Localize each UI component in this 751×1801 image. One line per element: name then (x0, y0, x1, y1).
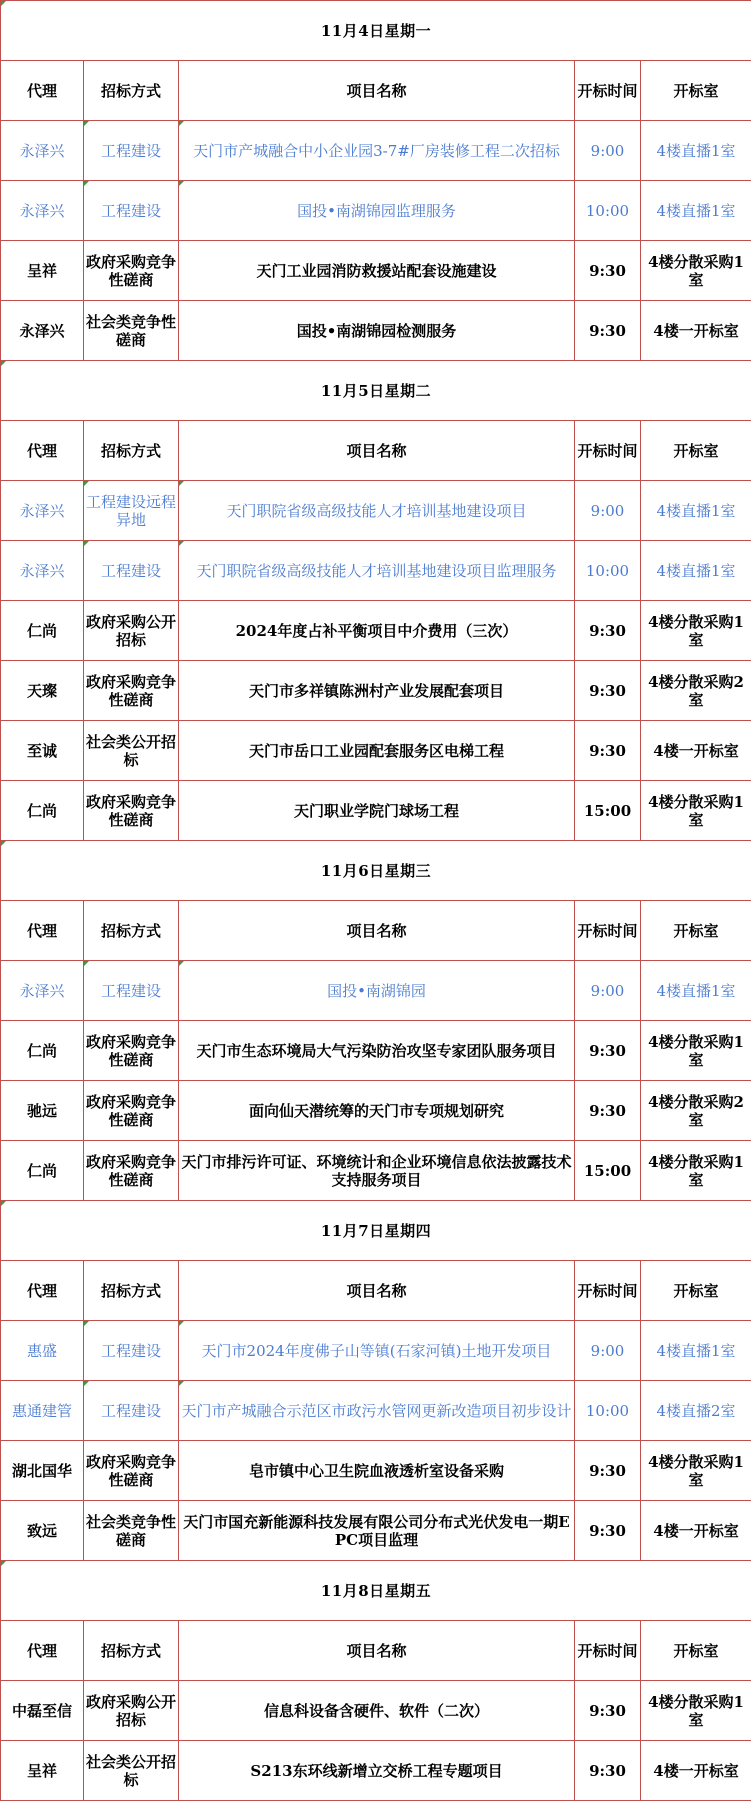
project-header: 项目名称 (179, 1261, 575, 1321)
table-row (1, 121, 751, 181)
column-header-row (1, 421, 751, 481)
method-cell: 政府采购竞争性磋商 (84, 1021, 179, 1081)
column-header-row (1, 1261, 751, 1321)
project-name-cell: 天门市多祥镇陈洲村产业发展配套项目 (179, 661, 575, 721)
table-row (1, 1081, 751, 1141)
room-cell: 4楼分散采购1室 (641, 1141, 751, 1201)
method-cell: 社会类竞争性磋商 (84, 301, 179, 361)
time-cell: 9:30 (575, 661, 641, 721)
day-title-row (1, 1201, 751, 1261)
room-cell: 4楼分散采购1室 (641, 1441, 751, 1501)
project-name-cell: 国投•南湖锦园 (179, 961, 575, 1021)
project-name-cell: 国投•南湖锦园检测服务 (179, 301, 575, 361)
agent-cell: 惠通建管 (1, 1381, 84, 1441)
time-cell: 9:30 (575, 1441, 641, 1501)
method-cell: 政府采购竞争性磋商 (84, 1441, 179, 1501)
method-cell: 政府采购公开招标 (84, 601, 179, 661)
room-header: 开标室 (641, 1261, 751, 1321)
table-row (1, 781, 751, 841)
method-header: 招标方式 (84, 421, 179, 481)
project-name-cell: 天门市产城融合示范区市政污水管网更新改造项目初步设计 (179, 1381, 575, 1441)
table-row (1, 1741, 751, 1801)
table-row (1, 541, 751, 601)
table-row (1, 181, 751, 241)
method-cell: 工程建设 (84, 961, 179, 1021)
agent-cell: 仁尚 (1, 1141, 84, 1201)
agent-cell: 惠盛 (1, 1321, 84, 1381)
table-row (1, 1141, 751, 1201)
time-cell: 9:00 (575, 121, 641, 181)
column-header-row (1, 61, 751, 121)
agent-cell: 永泽兴 (1, 541, 84, 601)
agent-cell: 呈祥 (1, 241, 84, 301)
project-header: 项目名称 (179, 1621, 575, 1681)
agent-cell: 仁尚 (1, 601, 84, 661)
column-header-row (1, 901, 751, 961)
time-cell: 10:00 (575, 181, 641, 241)
table-row (1, 661, 751, 721)
project-name-cell: 天门工业园消防救援站配套设施建设 (179, 241, 575, 301)
agent-header: 代理 (1, 1621, 84, 1681)
time-header: 开标时间 (575, 1261, 641, 1321)
room-cell: 4楼直播1室 (641, 541, 751, 601)
agent-cell: 天璨 (1, 661, 84, 721)
room-cell: 4楼分散采购1室 (641, 1681, 751, 1741)
table-row (1, 1021, 751, 1081)
method-cell: 社会类竞争性磋商 (84, 1501, 179, 1561)
method-cell: 政府采购公开招标 (84, 1681, 179, 1741)
method-cell: 工程建设 (84, 1381, 179, 1441)
room-header: 开标室 (641, 61, 751, 121)
agent-cell: 永泽兴 (1, 961, 84, 1021)
day-title-row (1, 1561, 751, 1621)
agent-cell: 永泽兴 (1, 121, 84, 181)
method-header: 招标方式 (84, 1621, 179, 1681)
agent-cell: 永泽兴 (1, 301, 84, 361)
project-name-cell: 天门市2024年度佛子山等镇(石家河镇)土地开发项目 (179, 1321, 575, 1381)
time-header: 开标时间 (575, 61, 641, 121)
project-name-cell: 2024年度占补平衡项目中介费用（三次） (179, 601, 575, 661)
day-title-row (1, 361, 751, 421)
room-cell: 4楼直播1室 (641, 961, 751, 1021)
project-header: 项目名称 (179, 61, 575, 121)
method-cell: 政府采购竞争性磋商 (84, 1081, 179, 1141)
method-cell: 工程建设 (84, 181, 179, 241)
day-title-row (1, 841, 751, 901)
method-cell: 工程建设 (84, 1321, 179, 1381)
day-title: 11月5日星期二 (1, 361, 751, 421)
project-name-cell: 天门市国充新能源科技发展有限公司分布式光伏发电一期EPC项目监理 (179, 1501, 575, 1561)
table-row (1, 1381, 751, 1441)
method-cell: 工程建设 (84, 541, 179, 601)
table-row (1, 241, 751, 301)
day-title-row (1, 1, 751, 61)
project-name-cell: 天门市排污许可证、环境统计和企业环境信息依法披露技术支持服务项目 (179, 1141, 575, 1201)
time-cell: 9:30 (575, 1681, 641, 1741)
time-cell: 9:00 (575, 961, 641, 1021)
project-name-cell: 皂市镇中心卫生院血液透析室设备采购 (179, 1441, 575, 1501)
table-row (1, 1681, 751, 1741)
method-cell: 政府采购竞争性磋商 (84, 1141, 179, 1201)
time-cell: 9:00 (575, 1321, 641, 1381)
room-cell: 4楼直播2室 (641, 1381, 751, 1441)
agent-cell: 至诚 (1, 721, 84, 781)
project-name-cell: 天门市产城融合中小企业园3-7#厂房装修工程二次招标 (179, 121, 575, 181)
project-name-cell: S213东环线新增立交桥工程专题项目 (179, 1741, 575, 1801)
method-cell: 政府采购竞争性磋商 (84, 661, 179, 721)
time-cell: 9:30 (575, 721, 641, 781)
room-cell: 4楼分散采购1室 (641, 241, 751, 301)
agent-header: 代理 (1, 1261, 84, 1321)
table-row (1, 961, 751, 1021)
time-cell: 9:30 (575, 301, 641, 361)
room-cell: 4楼分散采购1室 (641, 1021, 751, 1081)
agent-header: 代理 (1, 901, 84, 961)
table-row (1, 601, 751, 661)
method-cell: 工程建设远程异地 (84, 481, 179, 541)
day-title: 11月7日星期四 (1, 1201, 751, 1261)
room-cell: 4楼直播1室 (641, 481, 751, 541)
room-cell: 4楼直播1室 (641, 181, 751, 241)
time-cell: 15:00 (575, 781, 641, 841)
project-name-cell: 天门职院省级高级技能人才培训基地建设项目监理服务 (179, 541, 575, 601)
method-cell: 政府采购竞争性磋商 (84, 241, 179, 301)
day-title: 11月4日星期一 (1, 1, 751, 61)
agent-header: 代理 (1, 421, 84, 481)
room-header: 开标室 (641, 901, 751, 961)
time-cell: 9:30 (575, 601, 641, 661)
room-header: 开标室 (641, 1621, 751, 1681)
room-cell: 4楼直播1室 (641, 1321, 751, 1381)
agent-cell: 仁尚 (1, 781, 84, 841)
time-cell: 9:30 (575, 1081, 641, 1141)
agent-cell: 中磊至信 (1, 1681, 84, 1741)
room-header: 开标室 (641, 421, 751, 481)
project-name-cell: 信息科设备含硬件、软件（二次） (179, 1681, 575, 1741)
room-cell: 4楼分散采购2室 (641, 661, 751, 721)
time-cell: 15:00 (575, 1141, 641, 1201)
time-cell: 10:00 (575, 1381, 641, 1441)
time-cell: 9:30 (575, 1741, 641, 1801)
project-header: 项目名称 (179, 421, 575, 481)
project-name-cell: 天门职院省级高级技能人才培训基地建设项目 (179, 481, 575, 541)
method-header: 招标方式 (84, 1261, 179, 1321)
room-cell: 4楼分散采购1室 (641, 601, 751, 661)
time-header: 开标时间 (575, 1621, 641, 1681)
table-row (1, 1321, 751, 1381)
project-name-cell: 面向仙天潜统筹的天门市专项规划研究 (179, 1081, 575, 1141)
day-title: 11月6日星期三 (1, 841, 751, 901)
room-cell: 4楼分散采购1室 (641, 781, 751, 841)
method-cell: 政府采购竞争性磋商 (84, 781, 179, 841)
table-row (1, 481, 751, 541)
time-cell: 9:30 (575, 1501, 641, 1561)
time-cell: 9:00 (575, 481, 641, 541)
room-cell: 4楼直播1室 (641, 121, 751, 181)
method-header: 招标方式 (84, 901, 179, 961)
time-header: 开标时间 (575, 421, 641, 481)
table-row (1, 1501, 751, 1561)
agent-cell: 致远 (1, 1501, 84, 1561)
time-cell: 9:30 (575, 1021, 641, 1081)
agent-cell: 驰远 (1, 1081, 84, 1141)
method-cell: 社会类公开招标 (84, 1741, 179, 1801)
table-row (1, 1441, 751, 1501)
agent-cell: 永泽兴 (1, 181, 84, 241)
room-cell: 4楼一开标室 (641, 1501, 751, 1561)
room-cell: 4楼分散采购2室 (641, 1081, 751, 1141)
room-cell: 4楼一开标室 (641, 301, 751, 361)
room-cell: 4楼一开标室 (641, 721, 751, 781)
day-title: 11月8日星期五 (1, 1561, 751, 1621)
project-name-cell: 国投•南湖锦园监理服务 (179, 181, 575, 241)
time-cell: 10:00 (575, 541, 641, 601)
agent-cell: 永泽兴 (1, 481, 84, 541)
method-cell: 社会类公开招标 (84, 721, 179, 781)
table-row (1, 721, 751, 781)
method-cell: 工程建设 (84, 121, 179, 181)
project-name-cell: 天门市岳口工业园配套服务区电梯工程 (179, 721, 575, 781)
project-name-cell: 天门职业学院门球场工程 (179, 781, 575, 841)
project-header: 项目名称 (179, 901, 575, 961)
agent-header: 代理 (1, 61, 84, 121)
table-row (1, 301, 751, 361)
time-header: 开标时间 (575, 901, 641, 961)
agent-cell: 呈祥 (1, 1741, 84, 1801)
column-header-row (1, 1621, 751, 1681)
project-name-cell: 天门市生态环境局大气污染防治攻坚专家团队服务项目 (179, 1021, 575, 1081)
method-header: 招标方式 (84, 61, 179, 121)
agent-cell: 湖北国华 (1, 1441, 84, 1501)
agent-cell: 仁尚 (1, 1021, 84, 1081)
time-cell: 9:30 (575, 241, 641, 301)
room-cell: 4楼一开标室 (641, 1741, 751, 1801)
